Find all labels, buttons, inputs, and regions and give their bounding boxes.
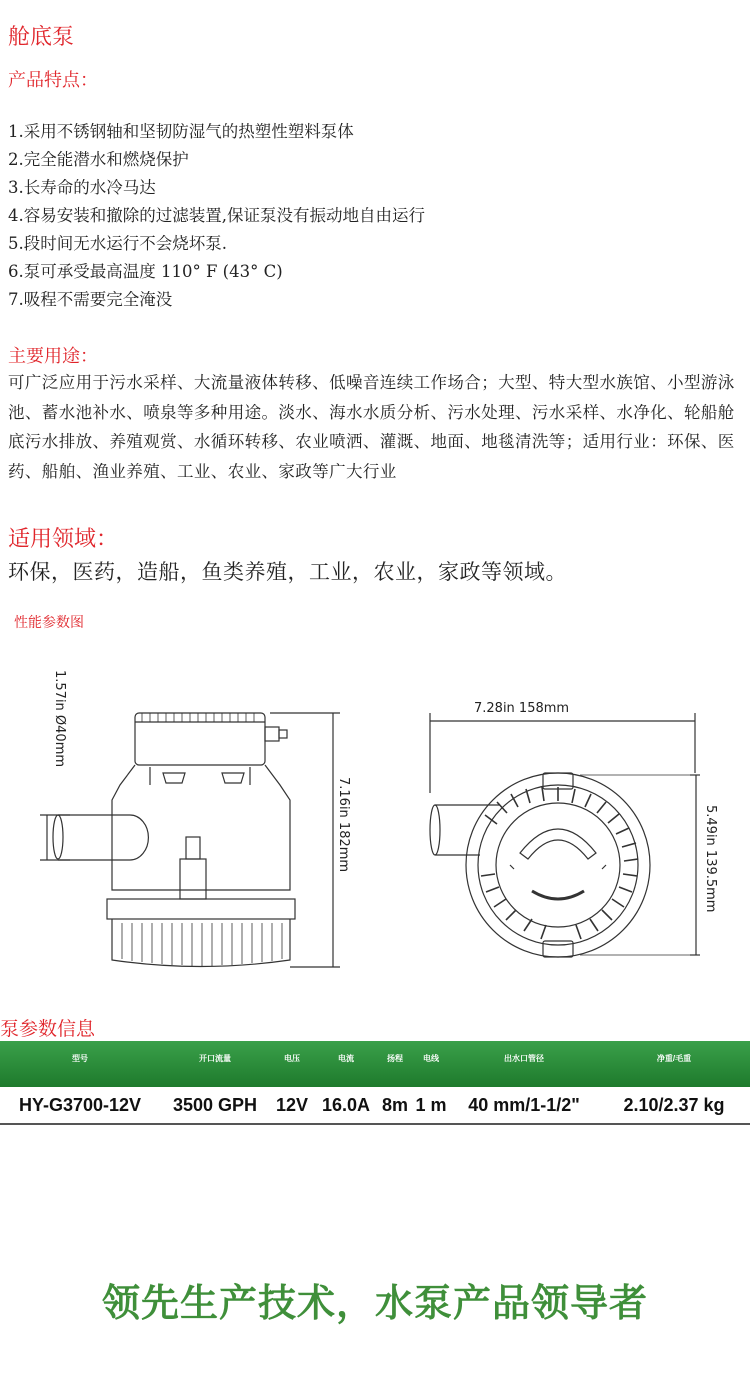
features-list — [8, 118, 425, 314]
spec-outlet-cell: 40 mm/1-1/2" — [450, 1087, 598, 1124]
pump-side-view — [40, 713, 340, 967]
side-outlet-dimension-label: 1.57in Ø40mm — [52, 670, 67, 768]
spec-cable-cell: 1 m — [412, 1087, 450, 1124]
fields-heading: 适用领域： — [8, 527, 119, 552]
usage-text: 可广泛应用于污水采样、大流量液体转移、低噪音连续工作场合；大型、特大型水族馆、小型游泳池、蓄水池补水、喷泉等多种用途。淡水、海水水质分析、污水处理、污水采样、水净化、轮船舱底污水排放、养殖观赏、水循环转移、农业喷洒、灌溉、地面、地毯清洗等；适用行业：环保、医药、船舶、渔业养殖、工业、农业、家政等广大行业 — [8, 373, 735, 481]
spec-heading: 泵参数信息 — [0, 1018, 96, 1040]
spec-header-cell: 型号 — [0, 1041, 160, 1087]
top-width-dimension-label: 7.28in 158mm — [474, 701, 570, 716]
spec-header-cell: 电压 — [270, 1041, 314, 1087]
spec-voltage-cell: 12V — [270, 1087, 314, 1124]
usage-heading: 主要用途： — [8, 346, 98, 367]
feature-item: 2.完全能潜水和燃烧保护 — [8, 150, 189, 169]
spec-header-cell: 开口流量 — [160, 1041, 270, 1087]
spec-header-cell: 出水口管径 — [450, 1041, 598, 1087]
page-title: 舱底泵 — [8, 25, 75, 50]
features-heading: 产品特点： — [8, 70, 98, 91]
spec-weight-cell: 2.10/2.37 kg — [598, 1087, 750, 1124]
pump-top-view — [430, 713, 700, 957]
spec-header-row — [0, 1041, 750, 1087]
fields-text: 环保，医药，造船，鱼类养殖，工业，农业，家政等领域。 — [8, 560, 567, 584]
spec-flow-cell: 3500 GPH — [160, 1087, 270, 1124]
spec-table — [0, 1041, 750, 1125]
side-height-dimension-label: 7.16in 182mm — [336, 777, 351, 873]
pump-dimension-diagram — [0, 655, 750, 995]
spec-header-cell: 扬程 — [378, 1041, 412, 1087]
table-row — [0, 1087, 750, 1124]
spec-current-cell: 16.0A — [314, 1087, 378, 1124]
feature-item: 6.泵可承受最高温度 110° F (43° C) — [8, 262, 283, 281]
spec-header-cell: 净重/毛重 — [598, 1041, 750, 1087]
spec-header-cell: 电流 — [314, 1041, 378, 1087]
spec-model-cell: HY-G3700-12V — [0, 1087, 160, 1124]
performance-heading: 性能参数图 — [14, 615, 84, 631]
feature-item: 5.段时间无水运行不会烧坏泵. — [8, 234, 227, 253]
spec-head-cell: 8m — [378, 1087, 412, 1124]
feature-item: 1.采用不锈钢轴和坚韧防湿气的热塑性塑料泵体 — [8, 122, 354, 141]
slogan-banner: 领先生产技术，水泵产品领导者 — [101, 1281, 648, 1325]
top-height-dimension-label: 5.49in 139.5mm — [703, 805, 718, 913]
spec-header-cell: 电线 — [412, 1041, 450, 1087]
feature-item: 4.容易安装和撤除的过滤装置,保证泵没有振动地自由运行 — [8, 206, 425, 225]
feature-item: 7.吸程不需要完全淹没 — [8, 290, 173, 309]
feature-item: 3.长寿命的水冷马达 — [8, 178, 156, 197]
